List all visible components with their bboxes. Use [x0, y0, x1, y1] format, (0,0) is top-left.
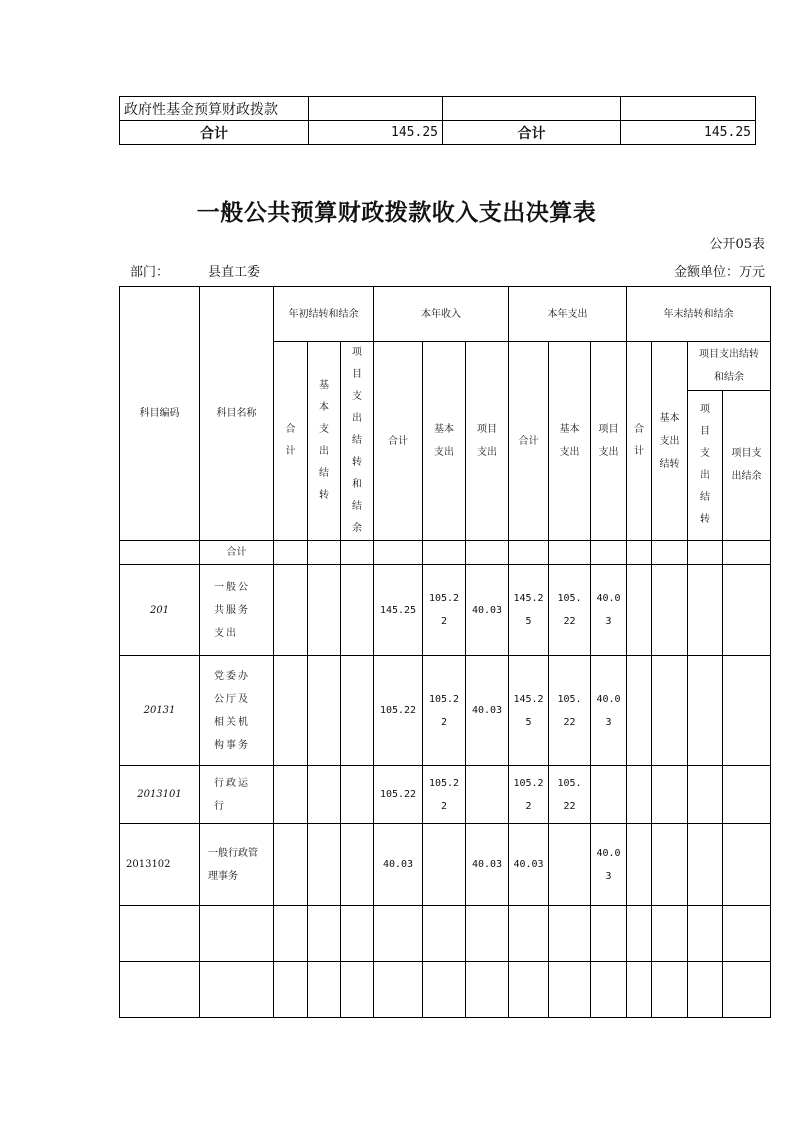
total-value: 145.25 [309, 121, 443, 145]
expense-project [591, 766, 627, 824]
income-basic [423, 824, 466, 906]
expense-total: 40.03 [509, 824, 549, 906]
fund-label: 政府性基金预算财政拨款 [120, 97, 309, 121]
budget-table [119, 286, 771, 1018]
form-number: 公开05表 [709, 237, 765, 252]
total-label: 合计 [120, 121, 309, 145]
col-group-expense: 本年支出 [509, 287, 627, 342]
total-value-right: 145.25 [621, 121, 756, 145]
row-name: 行政运 行 [200, 766, 274, 824]
row-code: 2013102 [120, 824, 200, 906]
table-row [120, 824, 771, 906]
table-row [120, 97, 756, 121]
col-name: 科目名称 [200, 287, 274, 541]
income-total: 105.22 [374, 656, 423, 766]
expense-basic: 105. 22 [549, 565, 591, 656]
expense-total: 145.2 5 [509, 565, 549, 656]
table-row [120, 541, 771, 565]
row-code: 20131 [120, 656, 200, 766]
income-project: 40.03 [466, 656, 509, 766]
table-row [120, 656, 771, 766]
col-expense-basic: 基本 支出 [549, 342, 591, 541]
col-end-project-group: 项目支出结转 和结余 [688, 342, 771, 391]
row-name: 一般行政管 理事务 [200, 824, 274, 906]
col-end-total: 合 计 [627, 342, 652, 541]
col-begin-project: 项 目 支 出 结 转 和 结 余 [341, 342, 374, 541]
table-row [120, 962, 771, 1018]
row-name: 一般公 共服务 支出 [200, 565, 274, 656]
income-total: 40.03 [374, 824, 423, 906]
col-end-project-balance: 项目支 出结余 [723, 390, 771, 540]
fund-value-right [621, 97, 756, 121]
amount-unit: 金额单位：万元 [673, 265, 765, 280]
fund-label-right [443, 97, 621, 121]
col-income-total: 合计 [374, 342, 423, 541]
col-expense-project: 项目 支出 [591, 342, 627, 541]
table-row [120, 766, 771, 824]
table-row [120, 565, 771, 656]
table-row [120, 121, 756, 145]
income-basic: 105.2 2 [423, 766, 466, 824]
department-label: 部门： [130, 265, 170, 280]
total-label-right: 合计 [443, 121, 621, 145]
row-code [120, 541, 200, 565]
income-total: 105.22 [374, 766, 423, 824]
expense-project: 40.0 3 [591, 824, 627, 906]
expense-project: 40.0 3 [591, 565, 627, 656]
fund-value [309, 97, 443, 121]
row-name: 党委办 公厅及 相关机 构事务 [200, 656, 274, 766]
col-expense-total: 合计 [509, 342, 549, 541]
expense-total: 105.2 2 [509, 766, 549, 824]
col-income-project: 项目 支出 [466, 342, 509, 541]
expense-basic: 105. 22 [549, 656, 591, 766]
col-end-basic: 基本 支出 结转 [652, 342, 688, 541]
funds-summary-table [119, 96, 756, 145]
income-basic: 105.2 2 [423, 656, 466, 766]
col-end-project-carry: 项 目 支 出 结 转 [688, 390, 723, 540]
col-code: 科目编码 [120, 287, 200, 541]
col-group-end: 年末结转和结余 [627, 287, 771, 342]
expense-basic [549, 824, 591, 906]
col-income-basic: 基本 支出 [423, 342, 466, 541]
table-row [120, 906, 771, 962]
income-basic: 105.2 2 [423, 565, 466, 656]
income-project: 40.03 [466, 565, 509, 656]
row-name: 合计 [200, 541, 274, 565]
page-title: 一般公共预算财政拨款收入支出决算表 [196, 200, 597, 226]
income-total: 145.25 [374, 565, 423, 656]
col-group-income: 本年收入 [374, 287, 509, 342]
header-row [120, 287, 771, 342]
row-code: 2013101 [120, 766, 200, 824]
expense-basic: 105. 22 [549, 766, 591, 824]
income-project: 40.03 [466, 824, 509, 906]
row-code: 201 [120, 565, 200, 656]
expense-total: 145.2 5 [509, 656, 549, 766]
expense-project: 40.0 3 [591, 656, 627, 766]
department-value: 县直工委 [208, 265, 261, 280]
col-begin-basic: 基 本 支 出 结 转 [308, 342, 341, 541]
income-project [466, 766, 509, 824]
col-group-begin: 年初结转和结余 [274, 287, 374, 342]
col-begin-total: 合 计 [274, 342, 308, 541]
